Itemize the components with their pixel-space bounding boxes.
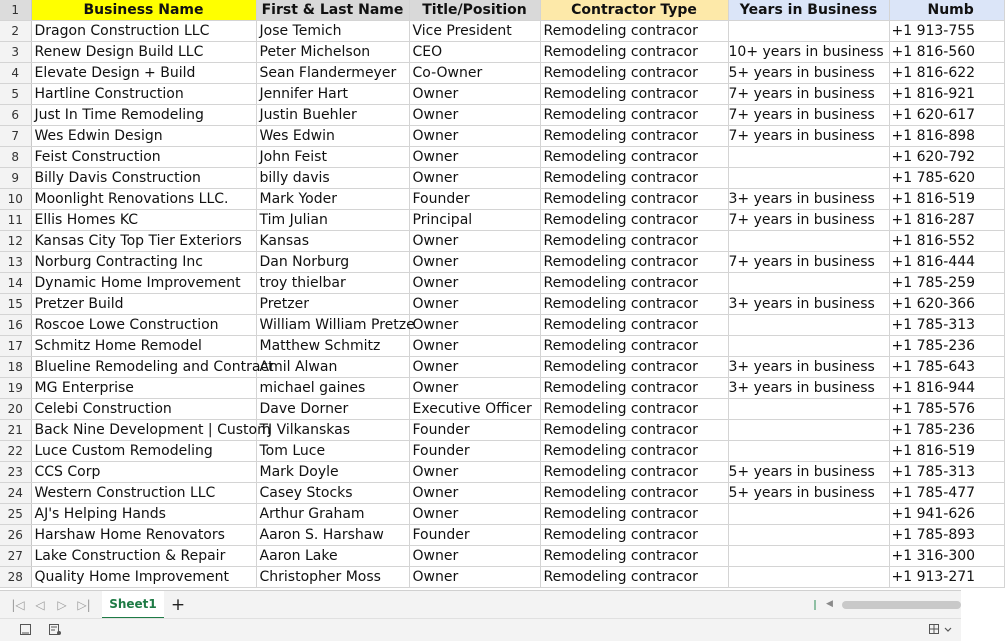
contact-name-cell[interactable]: Sean Flandermeyer	[256, 63, 409, 84]
contractor-type-cell[interactable]: Remodeling contracor	[540, 147, 728, 168]
contractor-type-cell[interactable]: Remodeling contracor	[540, 483, 728, 504]
business-name-cell[interactable]: Billy Davis Construction	[31, 168, 256, 189]
last-sheet-icon[interactable]: ▷|	[77, 598, 91, 612]
title-cell[interactable]: Owner	[409, 84, 540, 105]
contact-name-cell[interactable]: troy thielbar	[256, 273, 409, 294]
contact-name-cell[interactable]: Wes Edwin	[256, 126, 409, 147]
header-years[interactable]: Years in Business	[728, 0, 889, 21]
row-number[interactable]: 17	[0, 336, 31, 357]
contractor-type-cell[interactable]: Remodeling contracor	[540, 273, 728, 294]
horizontal-scrollbar[interactable]	[842, 601, 961, 609]
business-name-cell[interactable]: Renew Design Build LLC	[31, 42, 256, 63]
phone-cell[interactable]: +1 620-617	[889, 105, 1004, 126]
phone-cell[interactable]: +1 913-755	[889, 21, 1004, 42]
contact-name-cell[interactable]: Pretzer	[256, 294, 409, 315]
business-name-cell[interactable]: Harshaw Home Renovators	[31, 525, 256, 546]
phone-cell[interactable]: +1 816-519	[889, 189, 1004, 210]
contractor-type-cell[interactable]: Remodeling contracor	[540, 546, 728, 567]
years-cell[interactable]: 5+ years in business	[728, 462, 889, 483]
years-cell[interactable]: 10+ years in business	[728, 42, 889, 63]
table-row	[0, 420, 1004, 441]
contractor-type-cell[interactable]: Remodeling contracor	[540, 21, 728, 42]
contact-name-cell[interactable]: Justin Buehler	[256, 105, 409, 126]
scroll-divider[interactable]	[814, 600, 816, 610]
title-cell[interactable]: Owner	[409, 483, 540, 504]
title-cell[interactable]: Founder	[409, 441, 540, 462]
years-cell[interactable]	[728, 336, 889, 357]
phone-cell[interactable]: +1 785-236	[889, 420, 1004, 441]
contractor-type-cell[interactable]: Remodeling contracor	[540, 525, 728, 546]
business-name-cell[interactable]: Lake Construction & Repair	[31, 546, 256, 567]
table-row	[0, 441, 1004, 462]
business-name-cell[interactable]: MG Enterprise	[31, 378, 256, 399]
business-name-cell[interactable]: Feist Construction	[31, 147, 256, 168]
row-number[interactable]: 25	[0, 504, 31, 525]
years-cell[interactable]	[728, 168, 889, 189]
phone-cell[interactable]: +1 620-792	[889, 147, 1004, 168]
years-cell[interactable]: 3+ years in business	[728, 378, 889, 399]
years-cell[interactable]	[728, 504, 889, 525]
title-cell[interactable]: Executive Officer	[409, 399, 540, 420]
row-number[interactable]: 24	[0, 483, 31, 504]
title-cell[interactable]: Co-Owner	[409, 63, 540, 84]
contractor-type-cell[interactable]: Remodeling contracor	[540, 63, 728, 84]
business-name-cell[interactable]: Wes Edwin Design	[31, 126, 256, 147]
table-row	[0, 315, 1004, 336]
contact-name-cell[interactable]: Kansas	[256, 231, 409, 252]
row-number[interactable]: 20	[0, 399, 31, 420]
add-sheet-button[interactable]: +	[170, 595, 186, 615]
title-cell[interactable]: Owner	[409, 294, 540, 315]
phone-cell[interactable]: +1 785-313	[889, 315, 1004, 336]
table-row	[0, 273, 1004, 294]
years-cell[interactable]: 5+ years in business	[728, 483, 889, 504]
contractor-type-cell[interactable]: Remodeling contracor	[540, 105, 728, 126]
row-number[interactable]: 18	[0, 357, 31, 378]
table-row	[0, 252, 1004, 273]
header-business-name[interactable]: Business Name	[31, 0, 256, 21]
title-cell[interactable]: Owner	[409, 504, 540, 525]
table-row	[0, 189, 1004, 210]
title-cell[interactable]: Founder	[409, 525, 540, 546]
row-number[interactable]: 4	[0, 63, 31, 84]
phone-cell[interactable]: +1 785-576	[889, 399, 1004, 420]
years-cell[interactable]	[728, 231, 889, 252]
years-cell[interactable]: 7+ years in business	[728, 126, 889, 147]
contact-name-cell[interactable]: Tim Julian	[256, 210, 409, 231]
table-row	[0, 84, 1004, 105]
table-row	[0, 105, 1004, 126]
years-cell[interactable]: 7+ years in business	[728, 210, 889, 231]
table-row	[0, 483, 1004, 504]
title-cell[interactable]: Owner	[409, 252, 540, 273]
phone-cell[interactable]: +1 785-259	[889, 273, 1004, 294]
contractor-type-cell[interactable]: Remodeling contracor	[540, 357, 728, 378]
years-cell[interactable]	[728, 546, 889, 567]
table-row	[0, 126, 1004, 147]
title-cell[interactable]: Owner	[409, 315, 540, 336]
contractor-type-cell[interactable]: Remodeling contracor	[540, 84, 728, 105]
table-row	[0, 546, 1004, 567]
header-title[interactable]: Title/Position	[409, 0, 540, 21]
contact-name-cell[interactable]: TJ Vilkanskas	[256, 420, 409, 441]
business-name-cell[interactable]: Luce Custom Remodeling	[31, 441, 256, 462]
business-name-cell[interactable]: Pretzer Build	[31, 294, 256, 315]
row-number[interactable]: 21	[0, 420, 31, 441]
contractor-type-cell[interactable]: Remodeling contracor	[540, 42, 728, 63]
contact-name-cell[interactable]: William William Pretze	[256, 315, 409, 336]
contact-name-cell[interactable]: Mark Doyle	[256, 462, 409, 483]
table-row	[0, 336, 1004, 357]
years-cell[interactable]	[728, 315, 889, 336]
years-cell[interactable]: 7+ years in business	[728, 252, 889, 273]
contractor-type-cell[interactable]: Remodeling contracor	[540, 567, 728, 588]
contact-name-cell[interactable]: Christopher Moss	[256, 567, 409, 588]
title-cell[interactable]: Owner	[409, 231, 540, 252]
contractor-type-cell[interactable]: Remodeling contracor	[540, 210, 728, 231]
contractor-type-cell[interactable]: Remodeling contracor	[540, 504, 728, 525]
row-number[interactable]: 6	[0, 105, 31, 126]
phone-cell[interactable]: +1 816-622	[889, 63, 1004, 84]
contact-name-cell[interactable]: John Feist	[256, 147, 409, 168]
row-number[interactable]: 11	[0, 210, 31, 231]
phone-cell[interactable]: +1 620-366	[889, 294, 1004, 315]
business-name-cell[interactable]: Blueline Remodeling and Contract	[31, 357, 256, 378]
row-number[interactable]: 15	[0, 294, 31, 315]
table-row	[0, 357, 1004, 378]
table-row	[0, 567, 1004, 588]
title-cell[interactable]: Owner	[409, 168, 540, 189]
table-row	[0, 42, 1004, 63]
sheet-tab-bar	[0, 590, 961, 619]
business-name-cell[interactable]: Dynamic Home Improvement	[31, 273, 256, 294]
years-cell[interactable]: 3+ years in business	[728, 357, 889, 378]
phone-cell[interactable]: +1 785-643	[889, 357, 1004, 378]
row-number[interactable]: 14	[0, 273, 31, 294]
row-number[interactable]: 1	[0, 0, 31, 21]
phone-cell[interactable]: +1 785-893	[889, 525, 1004, 546]
contractor-type-cell[interactable]: Remodeling contracor	[540, 294, 728, 315]
title-cell[interactable]: Vice President	[409, 21, 540, 42]
title-cell[interactable]: Owner	[409, 336, 540, 357]
contractor-type-cell[interactable]: Remodeling contracor	[540, 378, 728, 399]
title-cell[interactable]: Founder	[409, 420, 540, 441]
contact-name-cell[interactable]: Aaron Lake	[256, 546, 409, 567]
business-name-cell[interactable]: Ellis Homes KC	[31, 210, 256, 231]
years-cell[interactable]	[728, 567, 889, 588]
contractor-type-cell[interactable]: Remodeling contracor	[540, 126, 728, 147]
table-row	[0, 21, 1004, 42]
title-cell[interactable]: Owner	[409, 147, 540, 168]
business-name-cell[interactable]: Elevate Design + Build	[31, 63, 256, 84]
business-name-cell[interactable]: Schmitz Home Remodel	[31, 336, 256, 357]
view-mode-icon[interactable]	[928, 623, 954, 637]
phone-cell[interactable]: +1 941-626	[889, 504, 1004, 525]
phone-cell[interactable]: +1 913-271	[889, 567, 1004, 588]
title-cell[interactable]: Owner	[409, 378, 540, 399]
prev-sheet-icon[interactable]: ◁	[35, 598, 45, 612]
years-cell[interactable]: 7+ years in business	[728, 84, 889, 105]
contact-name-cell[interactable]: Dave Dorner	[256, 399, 409, 420]
row-number[interactable]: 8	[0, 147, 31, 168]
header-number[interactable]: Numb	[889, 0, 1004, 21]
first-sheet-icon[interactable]: |◁	[11, 598, 25, 612]
business-name-cell[interactable]: Hartline Construction	[31, 84, 256, 105]
header-contact-name[interactable]: First & Last Name	[256, 0, 409, 21]
years-cell[interactable]: 3+ years in business	[728, 189, 889, 210]
table-row	[0, 168, 1004, 189]
table-row	[0, 294, 1004, 315]
row-number[interactable]: 27	[0, 546, 31, 567]
phone-cell[interactable]: +1 816-552	[889, 231, 1004, 252]
table-row	[0, 525, 1004, 546]
page-icon[interactable]	[18, 623, 32, 637]
years-cell[interactable]	[728, 441, 889, 462]
phone-cell[interactable]: +1 816-444	[889, 252, 1004, 273]
row-number[interactable]: 16	[0, 315, 31, 336]
contact-name-cell[interactable]: Jose Temich	[256, 21, 409, 42]
contractor-type-cell[interactable]: Remodeling contracor	[540, 336, 728, 357]
status-bar	[0, 618, 961, 641]
row-number[interactable]: 5	[0, 84, 31, 105]
table-row	[0, 231, 1004, 252]
scroll-left-icon[interactable]: ◀	[826, 599, 833, 609]
row-number[interactable]: 9	[0, 168, 31, 189]
phone-cell[interactable]: +1 816-898	[889, 126, 1004, 147]
phone-cell[interactable]: +1 816-921	[889, 84, 1004, 105]
contact-name-cell[interactable]: Dan Norburg	[256, 252, 409, 273]
years-cell[interactable]: 7+ years in business	[728, 105, 889, 126]
contractor-type-cell[interactable]: Remodeling contracor	[540, 315, 728, 336]
phone-cell[interactable]: +1 785-236	[889, 336, 1004, 357]
contractor-type-cell[interactable]: Remodeling contracor	[540, 399, 728, 420]
business-name-cell[interactable]: Kansas City Top Tier Exteriors	[31, 231, 256, 252]
business-name-cell[interactable]: AJ's Helping Hands	[31, 504, 256, 525]
business-name-cell[interactable]: CCS Corp	[31, 462, 256, 483]
title-cell[interactable]: Founder	[409, 189, 540, 210]
row-number[interactable]: 22	[0, 441, 31, 462]
row-number[interactable]: 7	[0, 126, 31, 147]
contractor-type-cell[interactable]: Remodeling contracor	[540, 420, 728, 441]
title-cell[interactable]: Owner	[409, 273, 540, 294]
header-row	[0, 0, 1004, 21]
title-cell[interactable]: Owner	[409, 126, 540, 147]
macro-icon[interactable]	[48, 623, 62, 637]
years-cell[interactable]	[728, 273, 889, 294]
business-name-cell[interactable]: Quality Home Improvement	[31, 567, 256, 588]
contractor-type-cell[interactable]: Remodeling contracor	[540, 189, 728, 210]
business-name-cell[interactable]: Dragon Construction LLC	[31, 21, 256, 42]
years-cell[interactable]	[728, 399, 889, 420]
contact-name-cell[interactable]: billy davis	[256, 168, 409, 189]
phone-cell[interactable]: +1 316-300	[889, 546, 1004, 567]
contractor-type-cell[interactable]: Remodeling contracor	[540, 168, 728, 189]
title-cell[interactable]: Owner	[409, 567, 540, 588]
contractor-type-cell[interactable]: Remodeling contracor	[540, 231, 728, 252]
contact-name-cell[interactable]: Aaron S. Harshaw	[256, 525, 409, 546]
row-number[interactable]: 10	[0, 189, 31, 210]
table-row	[0, 462, 1004, 483]
years-cell[interactable]: 5+ years in business	[728, 63, 889, 84]
years-cell[interactable]	[728, 525, 889, 546]
title-cell[interactable]: CEO	[409, 42, 540, 63]
table-row	[0, 147, 1004, 168]
row-number[interactable]: 19	[0, 378, 31, 399]
contact-name-cell[interactable]: Arthur Graham	[256, 504, 409, 525]
contact-name-cell[interactable]: Mark Yoder	[256, 189, 409, 210]
title-cell[interactable]: Owner	[409, 546, 540, 567]
contact-name-cell[interactable]: Tom Luce	[256, 441, 409, 462]
row-number[interactable]: 3	[0, 42, 31, 63]
years-cell[interactable]	[728, 147, 889, 168]
row-number[interactable]: 2	[0, 21, 31, 42]
business-name-cell[interactable]: Norburg Contracting Inc	[31, 252, 256, 273]
row-number[interactable]: 12	[0, 231, 31, 252]
business-name-cell[interactable]: Roscoe Lowe Construction	[31, 315, 256, 336]
contractor-type-cell[interactable]: Remodeling contracor	[540, 252, 728, 273]
row-number[interactable]: 26	[0, 525, 31, 546]
phone-cell[interactable]: +1 816-287	[889, 210, 1004, 231]
title-cell[interactable]: Principal	[409, 210, 540, 231]
contact-name-cell[interactable]: Peter Michelson	[256, 42, 409, 63]
header-contractor-type[interactable]: Contractor Type	[540, 0, 728, 21]
years-cell[interactable]	[728, 420, 889, 441]
contact-name-cell[interactable]: Amil Alwan	[256, 357, 409, 378]
phone-cell[interactable]: +1 785-620	[889, 168, 1004, 189]
business-name-cell[interactable]: Back Nine Development | Custom	[31, 420, 256, 441]
phone-cell[interactable]: +1 816-519	[889, 441, 1004, 462]
title-cell[interactable]: Owner	[409, 357, 540, 378]
row-number[interactable]: 28	[0, 567, 31, 588]
next-sheet-icon[interactable]: ▷	[57, 598, 67, 612]
phone-cell[interactable]: +1 785-313	[889, 462, 1004, 483]
table-row	[0, 504, 1004, 525]
contractor-type-cell[interactable]: Remodeling contracor	[540, 462, 728, 483]
business-name-cell[interactable]: Moonlight Renovations LLC.	[31, 189, 256, 210]
row-number[interactable]: 23	[0, 462, 31, 483]
row-number[interactable]: 13	[0, 252, 31, 273]
table-row	[0, 210, 1004, 231]
contact-name-cell[interactable]: Matthew Schmitz	[256, 336, 409, 357]
title-cell[interactable]: Owner	[409, 462, 540, 483]
years-cell[interactable]: 3+ years in business	[728, 294, 889, 315]
phone-cell[interactable]: +1 785-477	[889, 483, 1004, 504]
table-row	[0, 63, 1004, 84]
contractor-type-cell[interactable]: Remodeling contracor	[540, 441, 728, 462]
years-cell[interactable]	[728, 21, 889, 42]
table-row	[0, 378, 1004, 399]
sheet-tab-sheet1[interactable]: Sheet1	[102, 591, 164, 619]
table-row	[0, 399, 1004, 420]
business-name-cell[interactable]: Celebi Construction	[31, 399, 256, 420]
title-cell[interactable]: Owner	[409, 105, 540, 126]
business-name-cell[interactable]: Western Construction LLC	[31, 483, 256, 504]
contact-name-cell[interactable]: michael gaines	[256, 378, 409, 399]
phone-cell[interactable]: +1 816-560	[889, 42, 1004, 63]
contact-name-cell[interactable]: Jennifer Hart	[256, 84, 409, 105]
business-name-cell[interactable]: Just In Time Remodeling	[31, 105, 256, 126]
contact-name-cell[interactable]: Casey Stocks	[256, 483, 409, 504]
phone-cell[interactable]: +1 816-944	[889, 378, 1004, 399]
